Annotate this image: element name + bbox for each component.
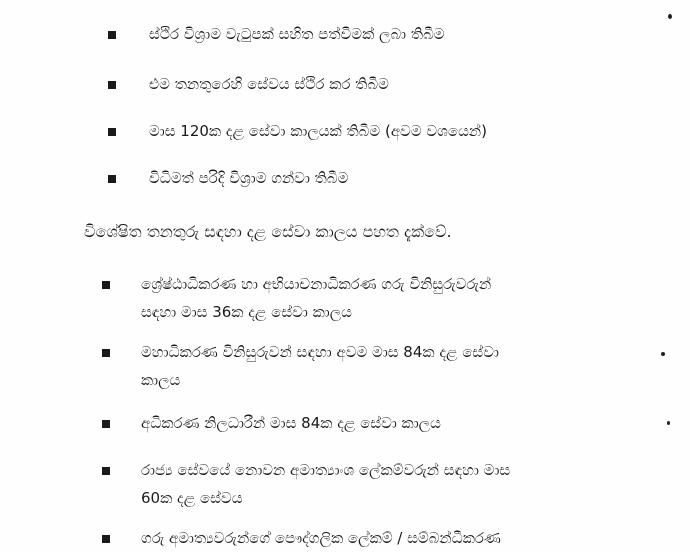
list-item — [102, 456, 510, 512]
list-item-text: අධිකරණ නිලධාරීන් මාස 84ක දළ සේවා කාලය — [141, 414, 441, 432]
list-item-text: විධිමත් පරිදි විශ්‍රාම ගන්වා තිබීම — [149, 169, 349, 187]
list-item-text: එම තනතුරෙහි සේවය ස්ථිර කර තිබීම — [149, 75, 389, 93]
bullet-icon — [108, 175, 116, 183]
bullet-icon — [108, 81, 116, 89]
list-item — [108, 117, 487, 145]
list-item-text: මාස 120ක දළ සේවා කාලයක් තිබීම (අවම වශයෙන්) — [149, 122, 487, 140]
bullet-icon — [102, 535, 110, 543]
list-item — [108, 20, 445, 48]
bullet-icon — [102, 281, 110, 289]
list-item — [108, 70, 389, 98]
list-item-text: ස්ථිර විශ්‍රාම වැටුපක් සහිත පත්වීමක් ලබා තිබීම — [149, 25, 445, 43]
scan-speck — [668, 14, 672, 19]
list-item — [108, 164, 348, 192]
list-item-text: ගරු අමාත්‍යවරුන්ගේ පෞද්ගලික ලේකම් / සම්බන්ධීකරණ — [141, 529, 501, 547]
list-item — [102, 524, 501, 552]
bullet-icon — [108, 31, 116, 39]
bullet-icon — [102, 467, 110, 475]
list-item-text: රාජ්‍ය සේවයේ නොවන අමාත්‍යාංශ ලේකම්වරුන් සඳහා මාස 60ක දළ සේවය — [141, 461, 511, 507]
bullet-icon — [102, 349, 110, 357]
list-item-text: ශ්‍රේෂ්ඨාධිකරණ හා අභියාචනාධිකරණ ගරු විනිසුරුවරුන් සඳහා මාස 36ක දළ සේවා කාලය — [141, 275, 492, 321]
bullet-icon — [108, 128, 116, 136]
scan-speck — [667, 421, 670, 425]
list-item — [102, 409, 441, 437]
list-item — [102, 270, 491, 326]
scan-speck — [661, 352, 665, 356]
list-item — [102, 338, 499, 394]
bullet-icon — [102, 420, 110, 428]
list-item-text: මහාධිකරණ විනිසුරුවන් සඳහා අවම මාස 84ක දළ සේවා කාලය — [141, 343, 499, 389]
section-paragraph: විශේෂිත තනතුරු සඳහා දළ සේවා කාලය පහත දැක්වේ. — [84, 222, 452, 241]
